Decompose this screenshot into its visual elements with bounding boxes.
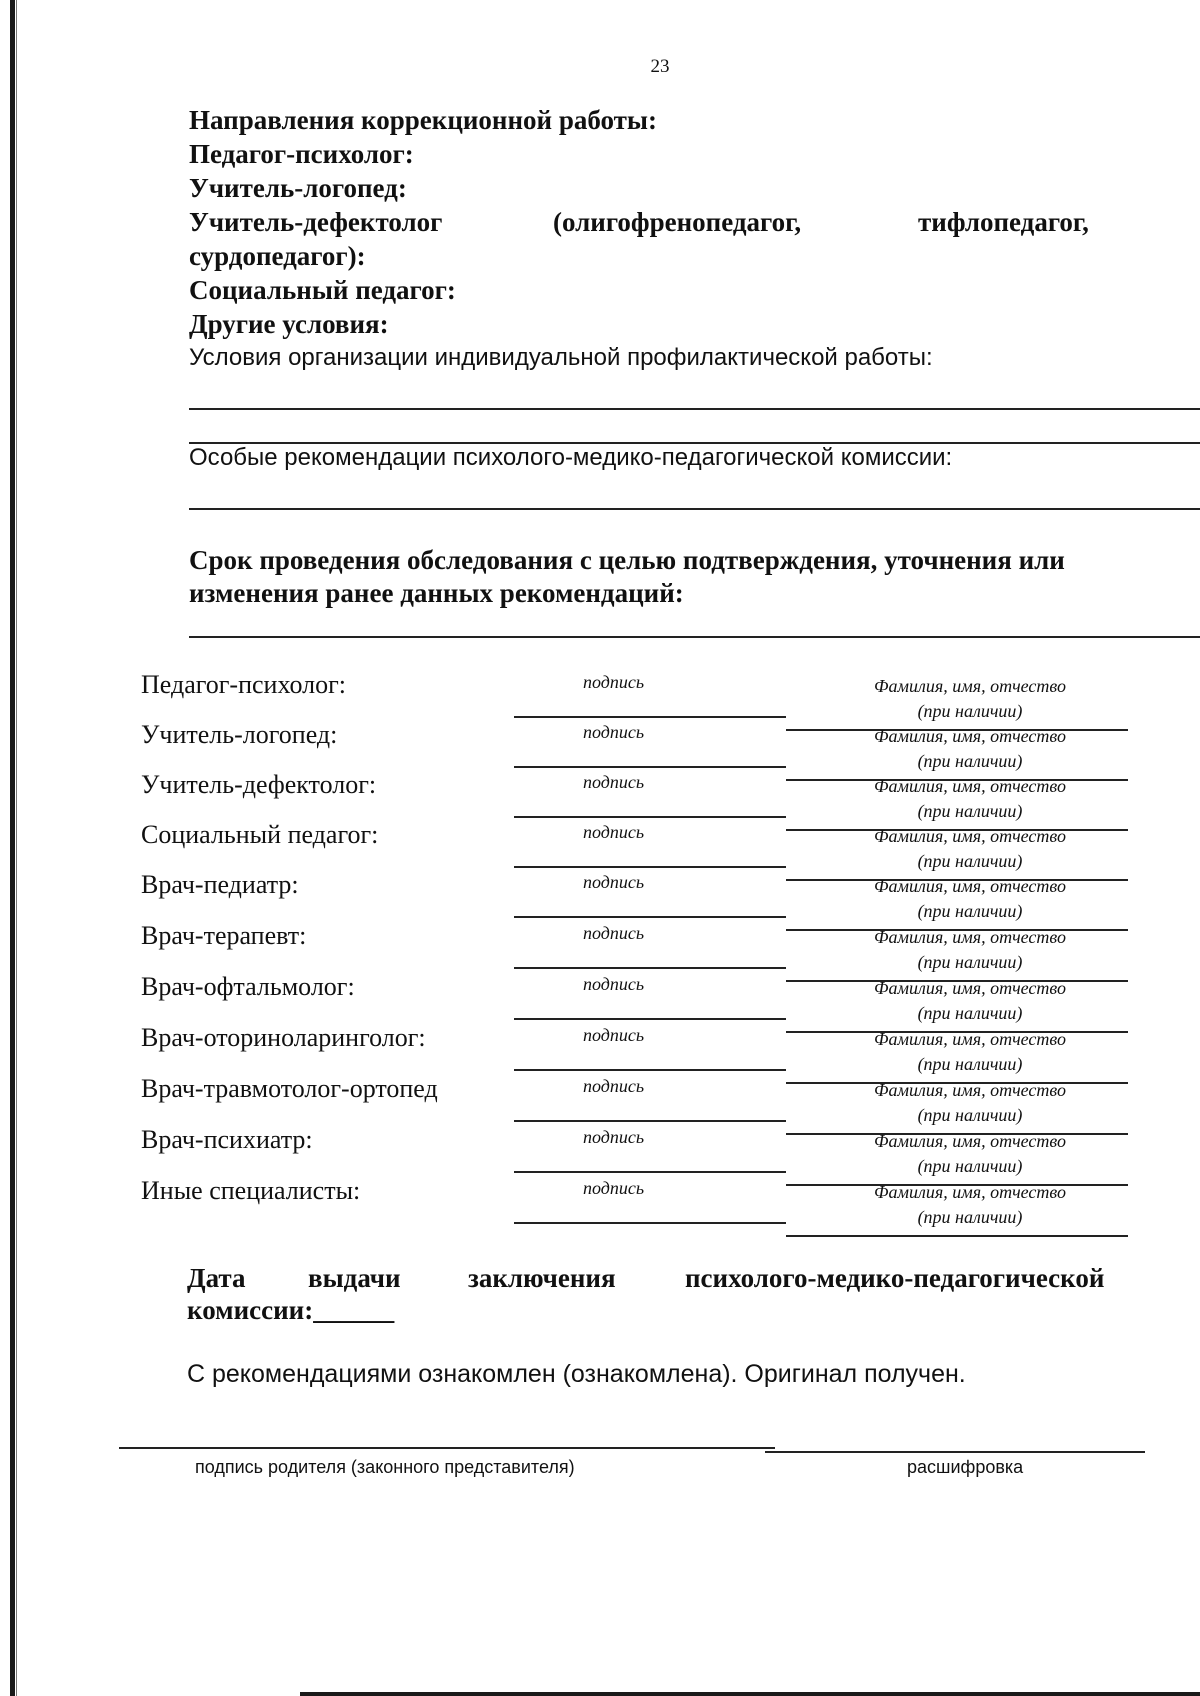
fio-caption xyxy=(830,724,1110,774)
field-defectologist-part3: тифлопедагог, xyxy=(918,207,1089,237)
fio-caption xyxy=(830,674,1110,724)
scan-bottom-edge xyxy=(300,1692,1200,1696)
parent-signature-caption: подпись родителя (законного представителя) xyxy=(195,1457,575,1477)
signature-caption: подпись xyxy=(583,822,645,842)
page-number: 23 xyxy=(650,56,670,77)
fio-caption-text: Фамилия, имя, отчество xyxy=(874,1131,1066,1151)
signature-caption: подпись xyxy=(583,772,645,792)
fio-sub-caption: (при наличии) xyxy=(917,1156,1023,1176)
review-term-line1: Срок проведения обследования с целью подтверждения, уточнения или xyxy=(189,545,1065,575)
signature-line[interactable] xyxy=(514,1222,786,1224)
signature-caption: подпись xyxy=(583,923,645,943)
signature-line[interactable] xyxy=(514,967,786,969)
signature-line[interactable] xyxy=(514,916,786,918)
specialist-label: Врач-психиатр: xyxy=(141,1125,313,1154)
decoding-caption: расшифровка xyxy=(907,1457,1024,1477)
field-prevention-conditions: Условия организации индивидуальной профилактической работы: xyxy=(189,344,933,371)
signature-line[interactable] xyxy=(514,1069,786,1071)
fio-caption xyxy=(830,976,1110,1026)
fio-sub-caption: (при наличии) xyxy=(917,901,1023,921)
field-defectologist-part4: сурдопедагог): xyxy=(189,241,366,271)
fio-caption xyxy=(830,1129,1110,1179)
fio-sub-caption: (при наличии) xyxy=(917,701,1023,721)
specialist-label: Врач-терапевт: xyxy=(141,921,307,950)
specialist-label: Социальный педагог: xyxy=(141,820,379,849)
specialist-label: Врач-педиатр: xyxy=(141,870,299,899)
fio-caption-text: Фамилия, имя, отчество xyxy=(874,927,1066,947)
fio-sub-caption: (при наличии) xyxy=(917,952,1023,972)
fio-sub-caption: (при наличии) xyxy=(917,1105,1023,1125)
fio-caption-text: Фамилия, имя, отчество xyxy=(874,1080,1066,1100)
signature-caption: подпись xyxy=(583,1025,645,1045)
field-social-pedagogue: Социальный педагог: xyxy=(189,275,456,305)
fio-sub-caption: (при наличии) xyxy=(917,801,1023,821)
specialist-label: Учитель-логопед: xyxy=(141,720,338,749)
specialist-label: Врач-оториноларинголог: xyxy=(141,1023,426,1052)
scan-left-edge-shadow xyxy=(16,0,17,1696)
specialist-label: Учитель-дефектолог: xyxy=(141,770,377,799)
field-defectologist-part2: (олигофренопедагог, xyxy=(553,207,802,237)
signature-caption: подпись xyxy=(583,1076,645,1096)
signature-line[interactable] xyxy=(514,816,786,818)
blank-line xyxy=(189,408,1200,410)
issue-date-word: выдачи xyxy=(308,1263,401,1293)
fio-caption xyxy=(830,925,1110,975)
fio-caption-text: Фамилия, имя, отчество xyxy=(874,676,1066,696)
signature-caption: подпись xyxy=(583,974,645,994)
fio-caption xyxy=(830,774,1110,824)
blank-line xyxy=(189,636,1200,638)
signature-line[interactable] xyxy=(514,866,786,868)
scan-left-edge xyxy=(10,0,15,1696)
issue-date-word: Дата xyxy=(187,1263,246,1293)
fio-sub-caption: (при наличии) xyxy=(917,851,1023,871)
fio-line[interactable] xyxy=(786,1235,1128,1237)
field-defectologist: Учитель-дефектолог xyxy=(189,207,443,237)
fio-caption xyxy=(830,874,1110,924)
fio-caption-text: Фамилия, имя, отчество xyxy=(874,726,1066,746)
fio-sub-caption: (при наличии) xyxy=(917,1054,1023,1074)
specialist-label: Иные специалисты: xyxy=(141,1176,361,1205)
signature-caption: подпись xyxy=(583,872,645,892)
field-other-conditions: Другие условия: xyxy=(189,309,389,339)
fio-caption xyxy=(830,1027,1110,1077)
special-recommendations: Особые рекомендации психолого-медико-педагогической комиссии: xyxy=(189,444,953,471)
signature-line[interactable] xyxy=(514,1018,786,1020)
specialist-label: Врач-травмотолог-ортопед xyxy=(141,1074,438,1103)
field-speech-therapist: Учитель-логопед: xyxy=(189,173,407,203)
signature-line[interactable] xyxy=(514,766,786,768)
signature-line[interactable] xyxy=(514,1120,786,1122)
fio-sub-caption: (при наличии) xyxy=(917,1003,1023,1023)
fio-caption xyxy=(830,1180,1110,1230)
issue-date-line2[interactable]: комиссии:______ xyxy=(187,1295,395,1325)
fio-caption xyxy=(830,1078,1110,1128)
signature-caption: подпись xyxy=(583,1127,645,1147)
fio-caption-text: Фамилия, имя, отчество xyxy=(874,978,1066,998)
signature-caption: подпись xyxy=(583,1178,645,1198)
signature-caption: подпись xyxy=(583,722,645,742)
fio-caption-text: Фамилия, имя, отчество xyxy=(874,876,1066,896)
fio-sub-caption: (при наличии) xyxy=(917,751,1023,771)
signature-line[interactable] xyxy=(514,1171,786,1173)
fio-caption-text: Фамилия, имя, отчество xyxy=(874,826,1066,846)
fio-caption xyxy=(830,824,1110,874)
field-psychologist: Педагог-психолог: xyxy=(189,139,414,169)
acknowledgement: С рекомендациями ознакомлен (ознакомлена). Оригинал получен. xyxy=(187,1360,966,1388)
signature-line[interactable] xyxy=(514,716,786,718)
signature-caption: подпись xyxy=(583,672,645,692)
specialist-label: Врач-офтальмолог: xyxy=(141,972,355,1001)
fio-sub-caption: (при наличии) xyxy=(917,1207,1023,1227)
issue-date-word: психолого-медико-педагогической xyxy=(685,1263,1105,1293)
parent-signature-line[interactable] xyxy=(119,1447,775,1449)
correction-title: Направления коррекционной работы: xyxy=(189,105,657,135)
issue-date-word: заключения xyxy=(468,1263,616,1293)
fio-caption-text: Фамилия, имя, отчество xyxy=(874,1029,1066,1049)
review-term-line2: изменения ранее данных рекомендаций: xyxy=(189,578,684,608)
blank-line xyxy=(189,508,1200,510)
fio-caption-text: Фамилия, имя, отчество xyxy=(874,776,1066,796)
specialist-label: Педагог-психолог: xyxy=(141,670,346,699)
decoding-line[interactable] xyxy=(765,1451,1145,1453)
fio-caption-text: Фамилия, имя, отчество xyxy=(874,1182,1066,1202)
